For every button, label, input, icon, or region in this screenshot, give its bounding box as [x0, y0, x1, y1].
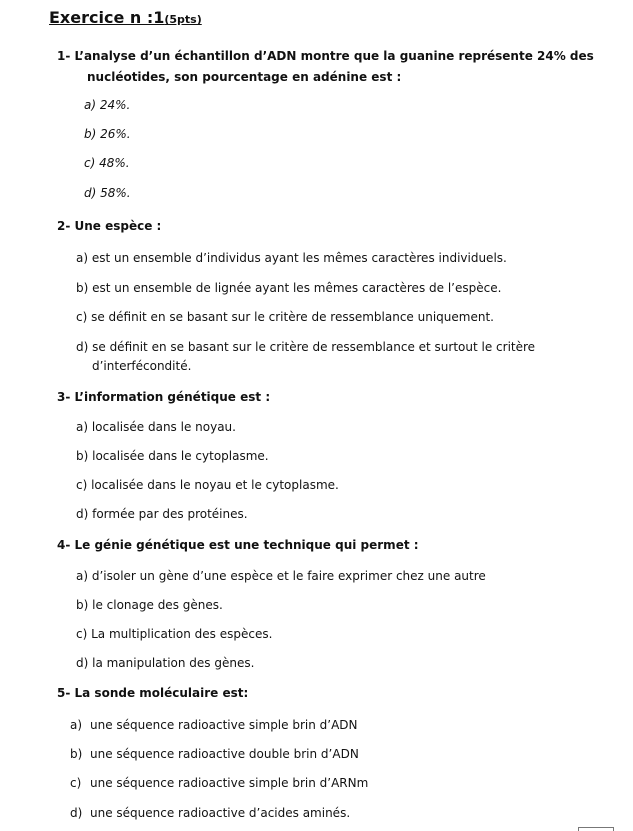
q2-option-d: d) se définit en se basant sur le critère de ressemblance et surtout le critère [76, 340, 536, 354]
option-text: une séquence radioactive simple brin d’ARNm [90, 776, 369, 790]
question-1-text: 1- L’analyse d’un échantillon d’ADN montre que la guanine représente 24% des [57, 49, 594, 63]
q5-option-d [70, 805, 351, 821]
option-letter: d) [70, 806, 83, 820]
q3-option-a: a) localisée dans le noyau. [76, 420, 236, 434]
q2-option-b: b) est un ensemble de lignée ayant les mêmes caractères de l’espèce. [76, 281, 502, 295]
q4-option-b: b) le clonage des gènes. [76, 598, 223, 612]
q4-option-d: d) la manipulation des gènes. [76, 656, 255, 670]
question-4-header: 4- Le génie génétique est une technique qui permet : [57, 538, 419, 552]
question-2-header: 2- Une espèce : [57, 219, 162, 233]
question-3-header: 3- L’information génétique est : [57, 390, 271, 404]
page-corner-mark [578, 827, 614, 831]
q2-option-d-cont: d’interfécondité. [92, 359, 192, 373]
q4-option-c: c) La multiplication des espèces. [76, 627, 273, 641]
q1-option-c: c) 48%. [84, 156, 130, 170]
q2-option-c: c) se définit en se basant sur le critère de ressemblance uniquement. [76, 310, 494, 324]
q4-option-a: a) d’isoler un gène d’une espèce et le faire exprimer chez une autre [76, 569, 486, 583]
question-1-text-cont: nucléotides, son pourcentage en adénine est : [87, 70, 402, 84]
q1-option-b: b) 26%. [84, 127, 131, 141]
option-text: une séquence radioactive simple brin d’ADN [90, 718, 358, 732]
option-letter: b) [70, 747, 83, 761]
q1-option-d: d) 58%. [84, 186, 131, 200]
q2-option-a: a) est un ensemble d’individus ayant les mêmes caractères individuels. [76, 251, 507, 265]
option-letter: c) [70, 776, 82, 790]
exercise-title [49, 10, 202, 28]
title-text: Exercice n :1 [49, 8, 165, 27]
q5-option-c [70, 775, 369, 791]
option-letter: a) [70, 718, 83, 732]
option-text: une séquence radioactive d’acides aminés. [90, 806, 351, 820]
q3-option-b: b) localisée dans le cytoplasme. [76, 449, 269, 463]
question-5-header: 5- La sonde moléculaire est: [57, 686, 249, 700]
q5-option-b [70, 746, 359, 762]
q5-option-a [70, 717, 358, 733]
option-text: une séquence radioactive double brin d’ADN [90, 747, 359, 761]
title-points: (5pts) [164, 13, 202, 26]
q1-option-a: a) 24%. [84, 98, 131, 112]
q3-option-d: d) formée par des protéines. [76, 507, 248, 521]
q3-option-c: c) localisée dans le noyau et le cytoplasme. [76, 478, 339, 492]
